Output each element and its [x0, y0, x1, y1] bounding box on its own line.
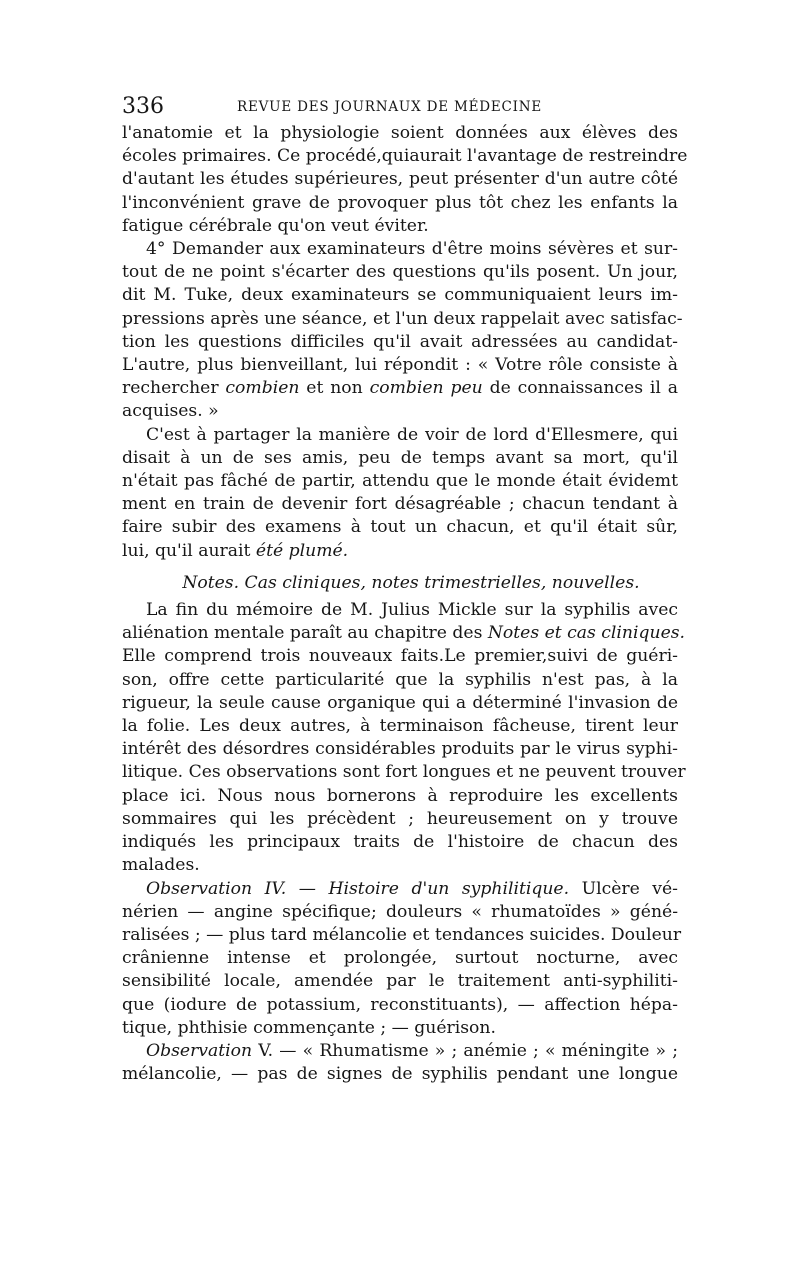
italic-run: combien — [225, 378, 300, 399]
text-line: L'autre, plus bienveillant, lui répondit : « Votre rôle consiste à — [122, 355, 678, 376]
text-line: fatigue cérébrale qu'on veut éviter. — [122, 215, 429, 236]
text-line: tique, phthisie commençante ; — guérison. — [122, 1017, 496, 1038]
page-number: 336 — [122, 94, 164, 119]
text-line: l'inconvénient grave de provoquer plus tôt chez les enfants la — [122, 192, 678, 213]
text-line — [122, 1040, 678, 1063]
text-line: C'est à partager la manière de voir de lord d'Ellesmere, qui — [146, 424, 678, 445]
text-line: faire subir des examens à tout un chacun, et qu'il était sûr, — [122, 517, 678, 538]
text-line: tion les questions difficiles qu'il avait adressées au candidat- — [122, 331, 678, 352]
text-line: écoles primaires. Ce procédé,quiaurait l'avantage de restreindre — [122, 146, 688, 167]
text-line: pressions après une séance, et l'un deux rappelait avec satisfac- — [122, 308, 683, 329]
text-line: ralisées ; — plus tard mélancolie et tendances suicides. Douleur — [122, 924, 682, 945]
text-line: sensibilité locale, amendée par le traitement anti-syphiliti- — [122, 971, 678, 992]
italic-run: combien peu — [369, 378, 483, 399]
section-heading: Notes. Cas cliniques, notes trimestrielles, nouvelles. — [182, 572, 640, 593]
text-line: que (iodure de potassium, reconstituants), — affection hépa- — [122, 994, 678, 1015]
text-run: V. — « Rhumatisme » ; anémie ; « méningite » ; — [252, 1040, 678, 1061]
text-run: lui, qu'il aurait — [122, 540, 256, 561]
italic-run: été plumé. — [255, 540, 349, 561]
text-run: rechercher — [122, 378, 226, 399]
text-line — [122, 540, 678, 563]
text-line: intérêt des désordres considérables produits par le virus syphi- — [122, 739, 678, 760]
text-line: La fin du mémoire de M. Julius Mickle sur la syphilis avec — [146, 600, 678, 621]
text-line — [122, 878, 678, 901]
page-header — [122, 92, 678, 122]
text-line: la folie. Les deux autres, à terminaison fâcheuse, tirent leur — [122, 716, 678, 737]
text-line: n'était pas fâché de partir, attendu que le monde était évidemt — [122, 471, 678, 492]
text-line: 4° Demander aux examinateurs d'être moins sévères et sur- — [146, 239, 678, 260]
text-line: rigueur, la seule cause organique qui a déterminé l'invasion de — [122, 692, 678, 713]
text-line: ment en train de devenir fort désagréable ; chacun tendant à — [122, 494, 678, 515]
text-line: tout de ne point s'écarter des questions qu'ils posent. Un jour, — [122, 262, 678, 283]
text-line — [122, 377, 678, 400]
text-line: nérien — angine spécifique; douleurs « rhumatoïdes » géné- — [122, 901, 678, 922]
text-run: aliénation mentale paraît au chapitre des — [122, 623, 488, 644]
text-line: dit M. Tuke, deux examinateurs se communiquaient leurs im- — [122, 285, 678, 306]
text-line — [122, 622, 686, 645]
text-line: son, offre cette particularité que la syphilis n'est pas, à la — [122, 669, 678, 690]
running-title: REVUE DES JOURNAUX DE MÉDECINE — [237, 99, 543, 115]
italic-run: Notes et cas cliniques. — [487, 623, 686, 644]
text-run: de connaissances il a — [482, 378, 679, 399]
text-line: crânienne intense et prolongée, surtout nocturne, avec — [122, 948, 678, 969]
text-line: sommaires qui les précèdent ; heureusement on y trouve — [122, 808, 678, 829]
body-text — [122, 122, 688, 1086]
text-line: Elle comprend trois nouveaux faits.Le premier,suivi de guéri- — [122, 646, 678, 667]
text-line: mélancolie, — pas de signes de syphilis pendant une longue — [122, 1064, 678, 1085]
italic-run: Observation — [146, 1040, 253, 1061]
page — [122, 92, 688, 1086]
text-line: litique. Ces observations sont fort longues et ne peuvent trouver — [122, 762, 686, 783]
text-line: malades. — [122, 855, 200, 876]
italic-run: Observation IV. — Histoire d'un syphilitique. — [146, 878, 570, 899]
text-line: disait à un de ses amis, peu de temps avant sa mort, qu'il — [122, 447, 678, 468]
text-run: et non — [299, 378, 370, 399]
text-run: Ulcère vé- — [569, 878, 678, 899]
text-line: place ici. Nous nous bornerons à reproduire les excellents — [122, 785, 678, 806]
text-line: acquises. » — [122, 401, 219, 422]
text-line: l'anatomie et la physiologie soient données aux élèves des — [122, 123, 678, 143]
text-line: indiqués les principaux traits de l'histoire de chacun des — [122, 832, 678, 853]
text-line: d'autant les études supérieures, peut présenter d'un autre côté — [122, 169, 678, 190]
